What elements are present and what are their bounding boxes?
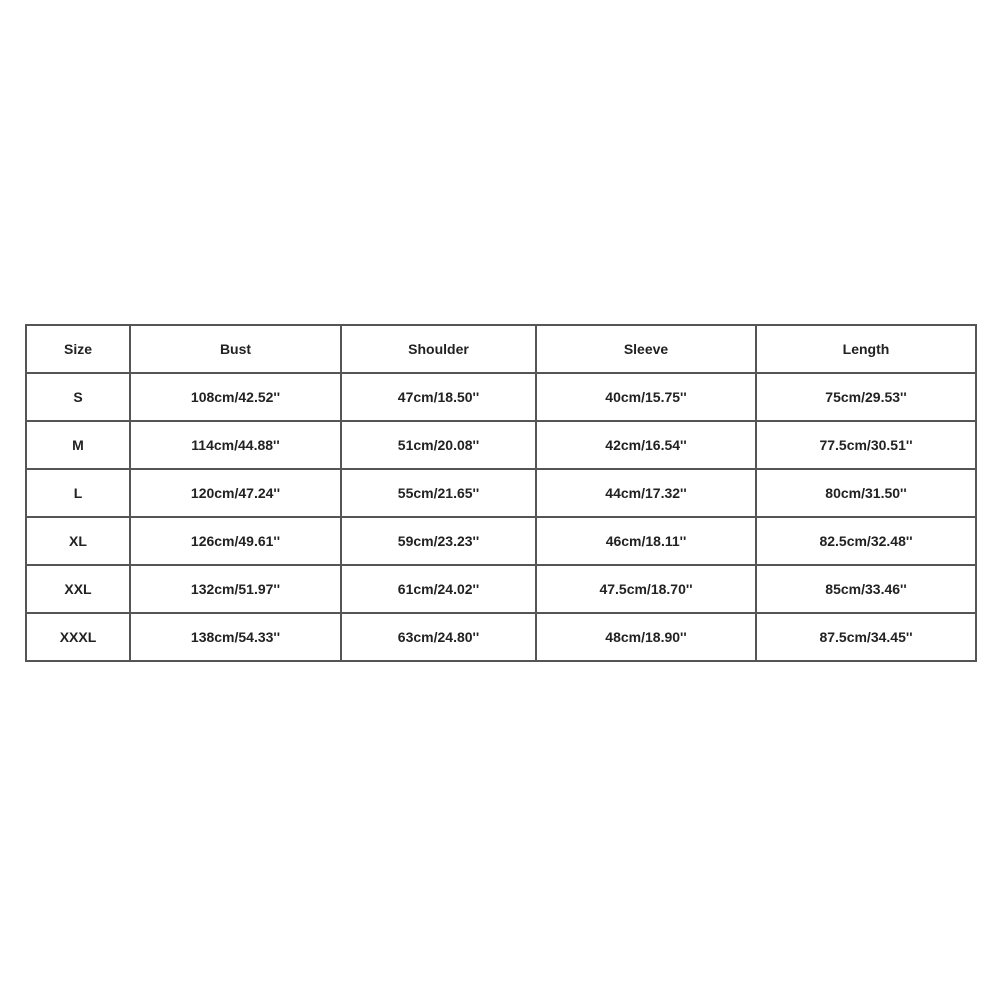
table-row [26, 613, 976, 661]
table-header-row [26, 325, 976, 373]
cell-bust: 114cm/44.88'' [130, 421, 341, 469]
header-shoulder: Shoulder [341, 325, 536, 373]
cell-bust: 126cm/49.61'' [130, 517, 341, 565]
cell-size: S [26, 373, 130, 421]
cell-size: XXXL [26, 613, 130, 661]
cell-size: M [26, 421, 130, 469]
size-chart-table [25, 324, 977, 662]
table-row [26, 373, 976, 421]
cell-bust: 120cm/47.24'' [130, 469, 341, 517]
cell-length: 77.5cm/30.51'' [756, 421, 976, 469]
cell-length: 82.5cm/32.48'' [756, 517, 976, 565]
cell-size: XXL [26, 565, 130, 613]
cell-shoulder: 47cm/18.50'' [341, 373, 536, 421]
cell-shoulder: 61cm/24.02'' [341, 565, 536, 613]
cell-shoulder: 63cm/24.80'' [341, 613, 536, 661]
cell-bust: 138cm/54.33'' [130, 613, 341, 661]
cell-size: XL [26, 517, 130, 565]
cell-sleeve: 46cm/18.11'' [536, 517, 756, 565]
table-row [26, 421, 976, 469]
cell-sleeve: 40cm/15.75'' [536, 373, 756, 421]
cell-length: 85cm/33.46'' [756, 565, 976, 613]
cell-shoulder: 55cm/21.65'' [341, 469, 536, 517]
header-sleeve: Sleeve [536, 325, 756, 373]
table-row [26, 517, 976, 565]
header-size: Size [26, 325, 130, 373]
table-row [26, 565, 976, 613]
cell-bust: 108cm/42.52'' [130, 373, 341, 421]
cell-length: 75cm/29.53'' [756, 373, 976, 421]
header-bust: Bust [130, 325, 341, 373]
cell-shoulder: 51cm/20.08'' [341, 421, 536, 469]
cell-sleeve: 42cm/16.54'' [536, 421, 756, 469]
cell-sleeve: 47.5cm/18.70'' [536, 565, 756, 613]
cell-sleeve: 44cm/17.32'' [536, 469, 756, 517]
cell-size: L [26, 469, 130, 517]
table-row [26, 469, 976, 517]
cell-length: 80cm/31.50'' [756, 469, 976, 517]
header-length: Length [756, 325, 976, 373]
cell-shoulder: 59cm/23.23'' [341, 517, 536, 565]
cell-sleeve: 48cm/18.90'' [536, 613, 756, 661]
cell-length: 87.5cm/34.45'' [756, 613, 976, 661]
cell-bust: 132cm/51.97'' [130, 565, 341, 613]
